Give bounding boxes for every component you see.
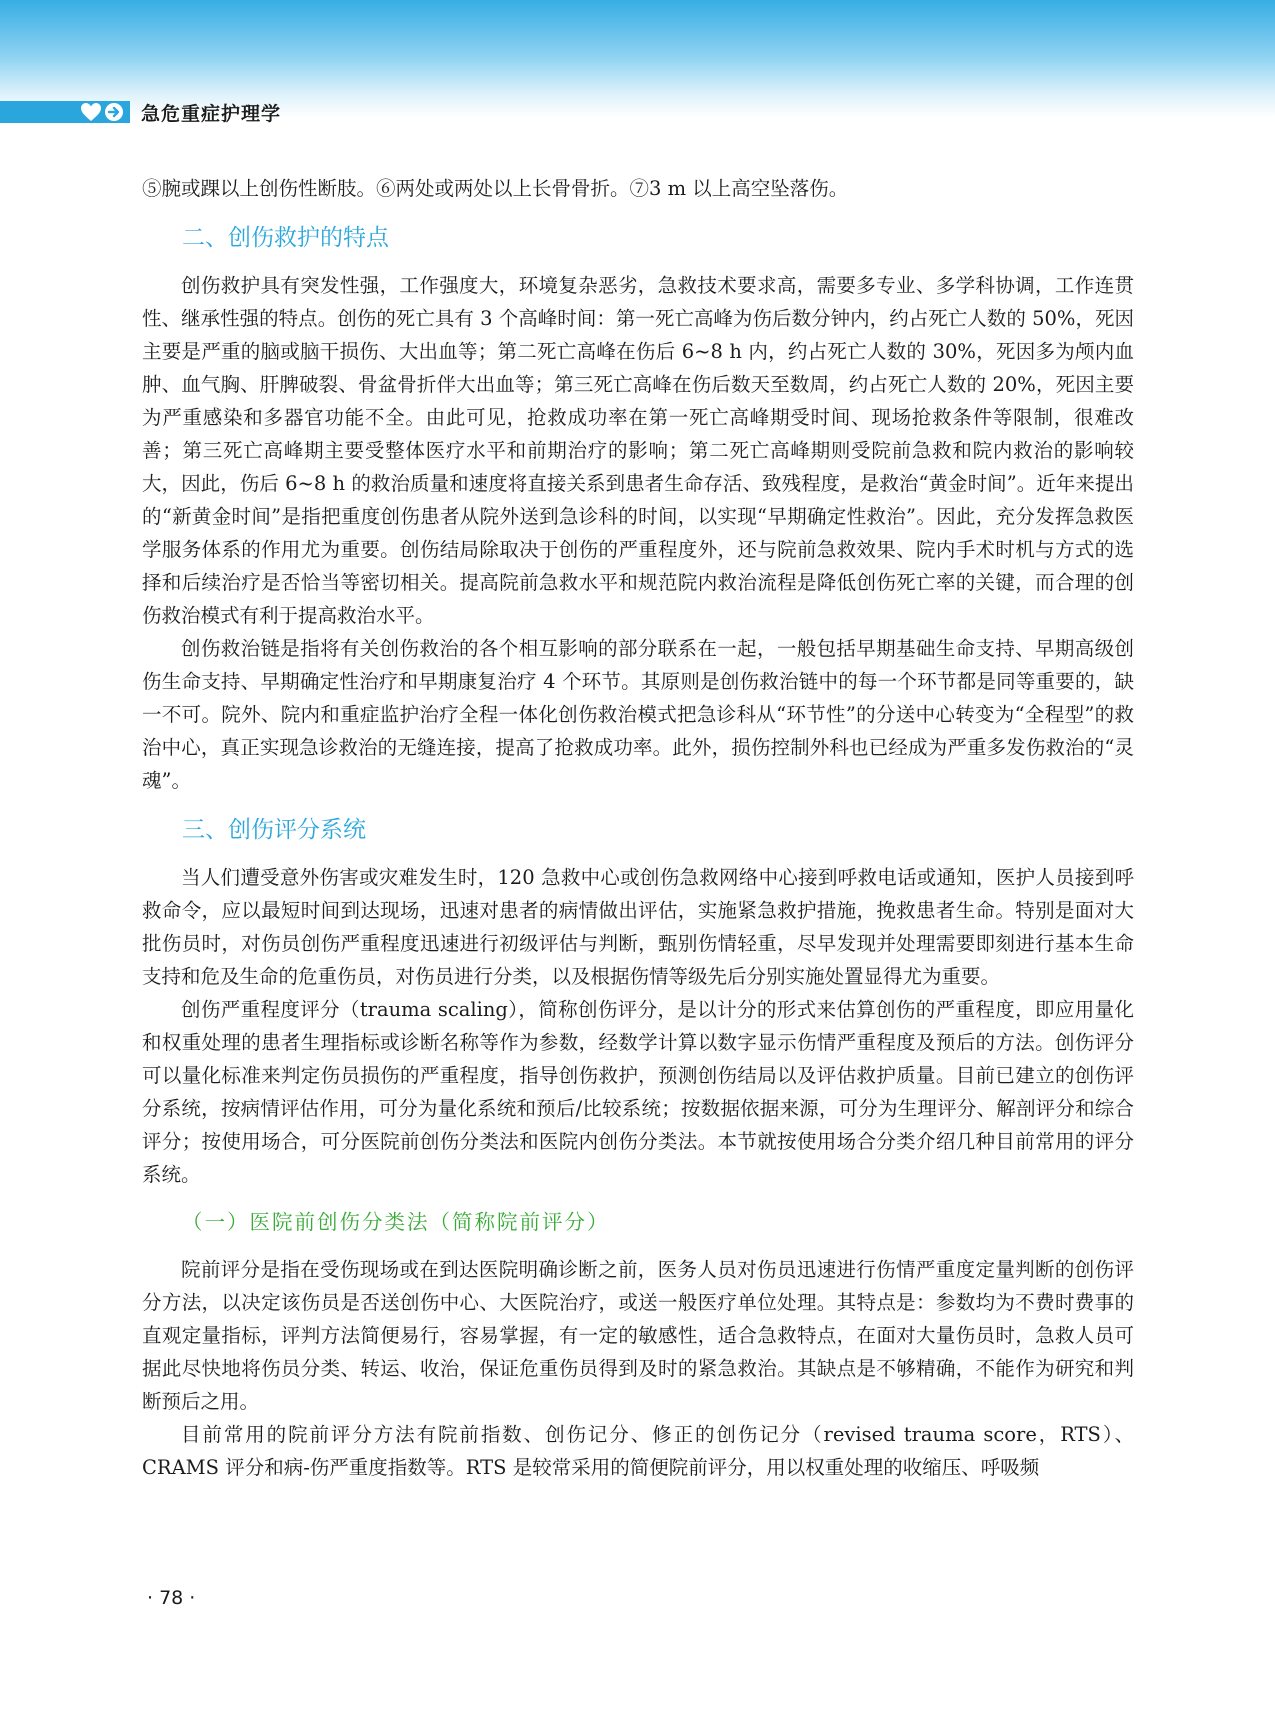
page-content [142, 172, 1134, 1484]
section-heading-2: 二、创伤救护的特点 [182, 225, 389, 251]
section-heading-3: 三、创伤评分系统 [182, 817, 366, 843]
section3-paragraph-2: 创伤严重程度评分（trauma scaling），简称创伤评分，是以计分的形式来估算创伤的严重程度，即应用量化和权重处理的患者生理指标或诊断名称等作为参数，经数学计算以数字显示伤情严重程度及预后的方法。创伤评分可以量化标准来判定伤员损伤的严重程度，指导创伤救护，预测创伤结局以及评估救护质量。目前已建立的创伤评分系统，按病情评估作用，可分为量化系统和预后/比较系统；按数据依据来源，可分为生理评分、解剖评分和综合评分；按使用场合，可分医院前创伤分类法和医院内创伤分类法。本节就按使用场合分类介绍几种目前常用的评分系统。 [142, 998, 1134, 1186]
intro-line: ⑤腕或踝以上创伤性断肢。⑥两处或两处以上长骨骨折。⑦3 m 以上高空坠落伤。 [142, 177, 849, 200]
heart-icon [80, 102, 102, 122]
arrow-right-circle-icon [104, 102, 124, 122]
section2-paragraph-1: 创伤救护具有突发性强，工作强度大，环境复杂恶劣，急救技术要求高，需要多专业、多学科协调，工作连贯性、继承性强的特点。创伤的死亡具有 3 个高峰时间：第一死亡高峰为伤后数分钟内，约占死亡人数的 50%，死因主要是严重的脑或脑干损伤、大出血等；第二死亡高峰在伤后 6~8 h 内，约占死亡人数的 30%，死因多为颅内血肿、血气胸、肝脾破裂、骨盆骨折伴大出血等；第三死亡高峰在伤后数天至数周，约占死亡人数的 20%，死因主要为严重感染和多器官功能不全。由此可见，抢救成功率在第一死亡高峰期受时间、现场抢救条件等限制，很难改善；第三死亡高峰期主要受整体医疗水平和前期治疗的影响；第二死亡高峰期则受院前急救和院内救治的影响较大，因此，伤后 6~8 h 的救治质量和速度将直接关系到患者生命存活、致残程度，是救治“黄金时间”。近年来提出的“新黄金时间”是指把重度创伤患者从院外送到急诊科的时间，以实现“早期确定性救治”。因此，充分发挥急救医学服务体系的作用尤为重要。创伤结局除取决于创伤的严重程度外，还与院前急救效果、院内手术时机与方式的选择和后续治疗是否恰当等密切相关。提高院前急救水平和规范院内救治流程是降低创伤死亡率的关键，而合理的创伤救治模式有利于提高救治水平。 [142, 274, 1134, 627]
subsection1-paragraph-1: 院前评分是指在受伤现场或在到达医院明确诊断之前，医务人员对伤员迅速进行伤情严重度定量判断的创伤评分方法，以决定该伤员是否送创伤中心、大医院治疗，或送一般医疗单位处理。其特点是：参数均为不费时费事的直观定量指标，评判方法简便易行，容易掌握，有一定的敏感性，适合急救特点，在面对大量伤员时，急救人员可据此尽快地将伤员分类、转运、收治，保证危重伤员得到及时的紧急救治。其缺点是不够精确，不能作为研究和判断预后之用。 [142, 1258, 1134, 1413]
subsection-heading-1: （一）医院前创伤分类法（简称院前评分） [182, 1210, 610, 1234]
book-title: 急危重症护理学 [141, 103, 282, 125]
section2-paragraph-2: 创伤救治链是指将有关创伤救治的各个相互影响的部分联系在一起，一般包括早期基础生命支持、早期高级创伤生命支持、早期确定性治疗和早期康复治疗 4 个环节。其原则是创伤救治链中的每一个环节都是同等重要的，缺一不可。院外、院内和重症监护治疗全程一体化创伤救治模式把急诊科从“环节性”的分送中心转变为“全程型”的救治中心，真正实现急诊救治的无缝连接，提高了抢救成功率。此外，损伤控制外科也已经成为严重多发伤救治的“灵魂”。 [142, 637, 1134, 792]
header-icon-group [80, 102, 124, 122]
subsection1-paragraph-2: 目前常用的院前评分方法有院前指数、创伤记分、修正的创伤记分（revised trauma score，RTS）、CRAMS 评分和病-伤严重度指数等。RTS 是较常采用的简便院前评分，用以权重处理的收缩压、呼吸频 [142, 1423, 1134, 1479]
page-number: · 78 · [147, 1587, 196, 1609]
section3-paragraph-1: 当人们遭受意外伤害或灾难发生时，120 急救中心或创伤急救网络中心接到呼救电话或通知，医护人员接到呼救命令，应以最短时间到达现场，迅速对患者的病情做出评估，实施紧急救护措施，挽救患者生命。特别是面对大批伤员时，对伤员创伤严重程度迅速进行初级评估与判断，甄别伤情轻重，尽早发现并处理需要即刻进行基本生命支持和危及生命的危重伤员，对伤员进行分类，以及根据伤情等级先后分别实施处置显得尤为重要。 [142, 866, 1134, 988]
